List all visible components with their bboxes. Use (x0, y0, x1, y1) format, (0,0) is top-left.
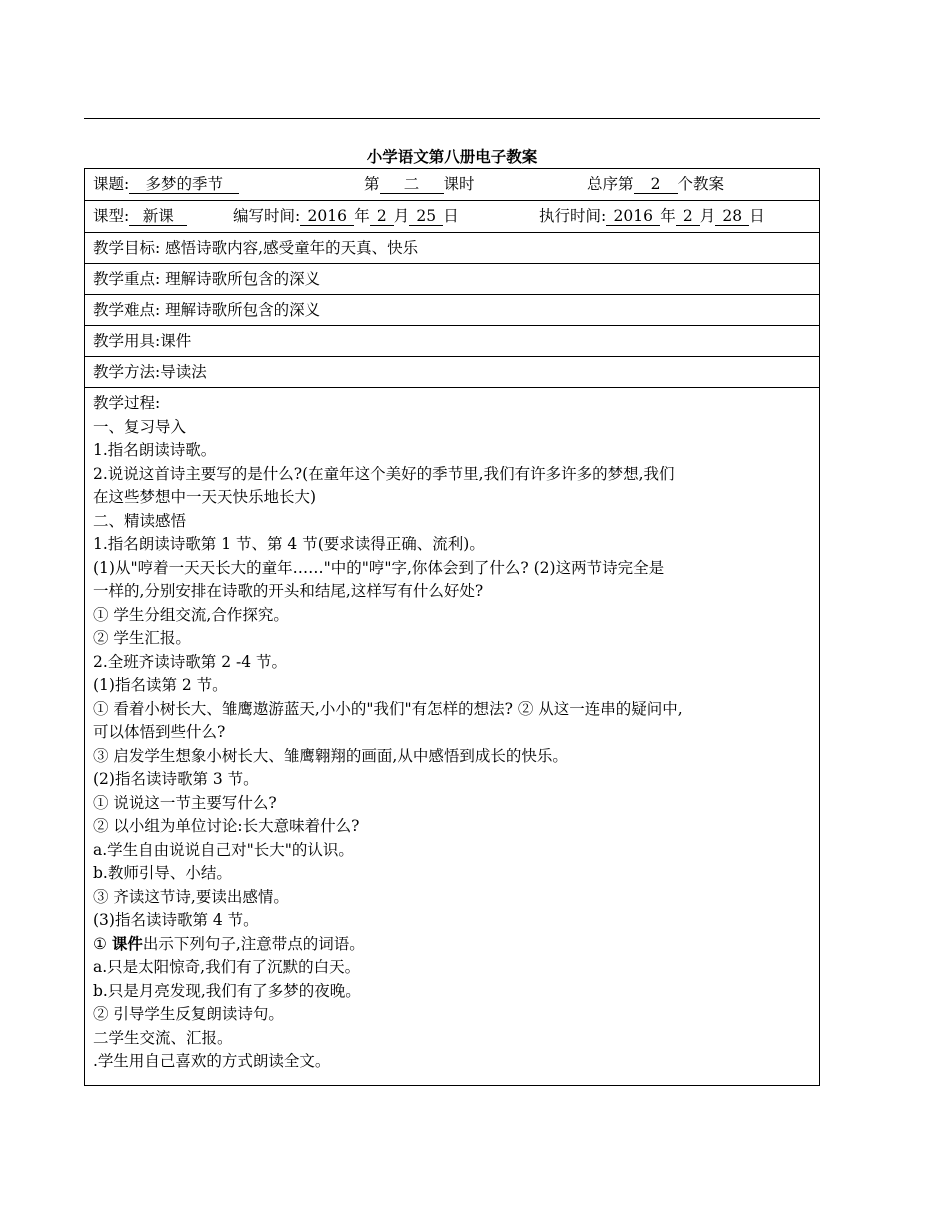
process-line: ③ 齐读这节诗,要读出感情。 (93, 887, 289, 906)
teaching-goal-row: 教学目标: 感悟诗歌内容,感受童年的天真、快乐 (85, 232, 819, 263)
write-day-char: 日 (443, 207, 459, 225)
lesson-plan-table (84, 168, 820, 1086)
process-line: ① 说说这一节主要写什么? (93, 793, 277, 812)
teaching-process-section (85, 387, 819, 1085)
write-day: 25 (409, 207, 443, 226)
process-line: b.教师引导、小结。 (93, 864, 232, 882)
document-title: 小学语文第八册电子教案 (366, 148, 538, 166)
exec-year-char: 年 (660, 207, 676, 225)
type-time-row (85, 200, 819, 232)
lesson-number-value: 二 (380, 175, 444, 194)
lesson-prefix: 第 (364, 175, 380, 193)
process-line: (1)指名读第 2 节。 (93, 676, 228, 694)
write-month: 2 (370, 207, 394, 226)
exec-month: 2 (676, 207, 700, 226)
exec-day-char: 日 (749, 207, 765, 225)
process-line: 1.指名朗读诗歌第 1 节、第 4 节(要求读得正确、流利)。 (93, 535, 485, 553)
process-line (93, 933, 811, 957)
process-line: a.学生自由说说自己对"长大"的认识。 (93, 840, 354, 859)
teaching-method-row: 教学方法:导读法 (85, 356, 819, 387)
process-line: 1.指名朗读诗歌。 (93, 441, 217, 459)
write-time-label: 编写时间: (233, 207, 301, 225)
exec-year: 2016 (606, 207, 660, 226)
process-line: (3)指名读诗歌第 4 节。 (93, 911, 259, 929)
key-point-row: 教学重点: 理解诗歌所包含的深义 (85, 263, 819, 294)
process-line: ① 看着小树长大、雏鹰遨游蓝天,小小的"我们"有怎样的想法? ② 从这一连串的疑问中, (93, 699, 683, 718)
exec-month-char: 月 (699, 207, 716, 225)
process-line: 二学生交流、汇报。 (93, 1028, 233, 1047)
write-year-char: 年 (354, 207, 370, 225)
teaching-tools-row: 教学用具:课件 (85, 325, 819, 356)
lesson-suffix: 课时 (443, 175, 475, 193)
courseware-bold-term: 课件 (111, 934, 143, 953)
lesson-type-label: 课型: (93, 207, 130, 225)
sequence-cell (587, 174, 724, 194)
topic-value: 多梦的季节 (129, 175, 239, 194)
sequence-suffix: 个教案 (677, 175, 725, 193)
lesson-type-value: 新课 (129, 207, 187, 226)
process-line: a.只是太阳惊奇,我们有了沉默的白天。 (93, 958, 361, 976)
sequence-value: 2 (634, 175, 678, 194)
exec-time-label: 执行时间: (539, 207, 607, 225)
topic-row (85, 169, 819, 200)
topic-label: 课题: (93, 175, 130, 193)
process-line-text: 出示下列句子,注意带点的词语。 (142, 934, 365, 953)
process-heading: 教学过程: (93, 394, 161, 412)
process-line: 2.全班齐读诗歌第 2 -4 节。 (93, 652, 288, 671)
process-line: (2)指名读诗歌第 3 节。 (93, 770, 259, 788)
process-line: 二、精读感悟 (93, 511, 187, 530)
circled-number: ① (93, 934, 112, 953)
exec-day: 28 (715, 207, 749, 226)
lesson-number-cell (364, 174, 475, 194)
process-line: 一样的,分别安排在诗歌的开头和结尾,这样写有什么好处? (93, 582, 484, 600)
write-year: 2016 (300, 207, 354, 226)
process-line: (1)从"哼着一天天长大的童年……"中的"哼"字,你体会到了什么? (2)这两节诗完全是 (93, 558, 665, 577)
exec-time-cell (539, 206, 765, 226)
process-line: b.只是月亮发现,我们有了多梦的夜晚。 (93, 981, 361, 1000)
write-month-char: 月 (393, 207, 410, 225)
process-line: 一、复习导入 (93, 417, 187, 436)
process-line: ② 引导学生反复朗读诗句。 (93, 1005, 284, 1023)
process-line: 可以体悟到些什么? (93, 723, 226, 741)
process-line: .学生用自己喜欢的方式朗读全文。 (93, 1052, 331, 1070)
header-rule (84, 118, 820, 119)
process-line: ② 以小组为单位讨论:长大意味着什么? (93, 817, 360, 835)
topic-cell (93, 174, 239, 194)
write-time-cell (233, 206, 459, 226)
process-line: 在这些梦想中一天天快乐地长大) (93, 488, 317, 506)
sequence-prefix: 总序第 (587, 175, 634, 193)
difficulty-row: 教学难点: 理解诗歌所包含的深义 (85, 294, 819, 325)
process-line: 2.说说这首诗主要写的是什么?(在童年这个美好的季节里,我们有许多许多的梦想,我们 (93, 464, 675, 483)
lesson-type-cell (93, 206, 187, 226)
process-line: ② 学生汇报。 (93, 629, 191, 647)
process-line: ① 学生分组交流,合作探究。 (93, 605, 289, 624)
process-line: ③ 启发学生想象小树长大、雏鹰翱翔的画面,从中感悟到成长的快乐。 (93, 746, 568, 765)
